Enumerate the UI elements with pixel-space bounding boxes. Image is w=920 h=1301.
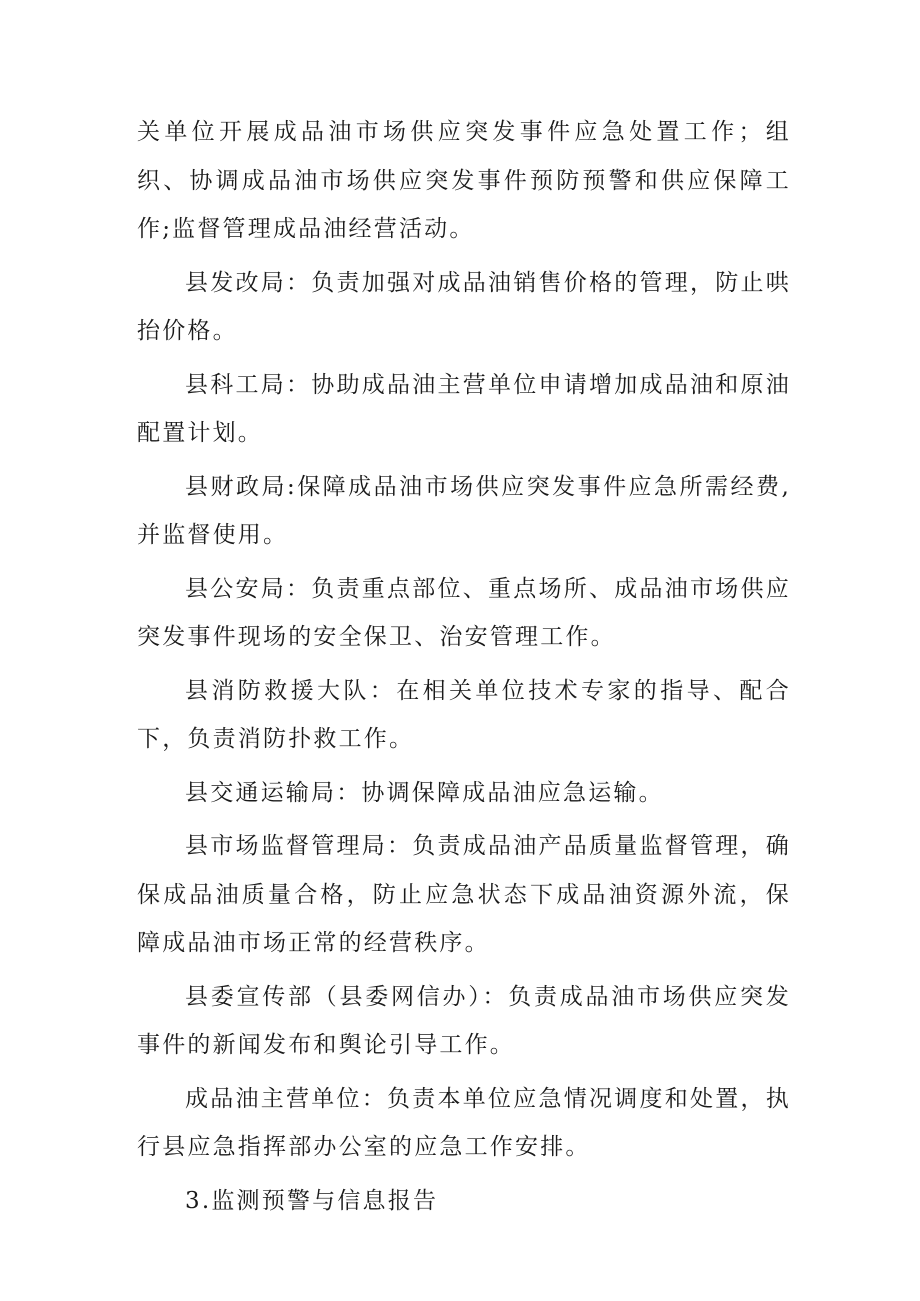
section-heading: 3.监测预警与信息报告: [185, 1187, 439, 1214]
paragraph-county-transport-bureau: 县交通运输局：协调保障成品油应急运输。: [185, 779, 664, 806]
paragraph-continued: 关单位开展成品油市场供应突发事件应急处置工作；组织、协调成品油市场供应突发事件预防预警和供应保障工作;监督管理成品油经营活动。: [137, 119, 791, 242]
paragraph-county-fire-rescue-brigade: 县消防救援大队：在相关单位技术专家的指导、配合下，负责消防扑救工作。: [137, 677, 791, 752]
document-page: [137, 108, 791, 1230]
paragraph-county-finance-bureau: 县财政局:保障成品油市场供应突发事件应急所需经费,并监督使用。: [137, 473, 791, 548]
paragraph-county-public-security-bureau: 县公安局：负责重点部位、重点场所、成品油市场供应突发事件现场的安全保卫、治安管理工作。: [137, 575, 791, 650]
paragraph-main-oil-operators: 成品油主营单位：负责本单位应急情况调度和处置，执行县应急指挥部办公室的应急工作安排。: [137, 1085, 791, 1160]
paragraph-county-publicity-department: 县委宣传部（县委网信办）：负责成品油市场供应突发事件的新闻发布和舆论引导工作。: [137, 983, 791, 1058]
paragraph-county-science-industry-bureau: 县科工局：协助成品油主营单位申请增加成品油和原油配置计划。: [137, 371, 791, 446]
paragraph-county-market-supervision-bureau: 县市场监督管理局：负责成品油产品质量监督管理，确保成品油质量合格，防止应急状态下成品油资源外流，保障成品油市场正常的经营秩序。: [137, 833, 791, 956]
paragraph-county-development-reform-bureau: 县发改局：负责加强对成品油销售价格的管理，防止哄抬价格。: [137, 269, 791, 344]
